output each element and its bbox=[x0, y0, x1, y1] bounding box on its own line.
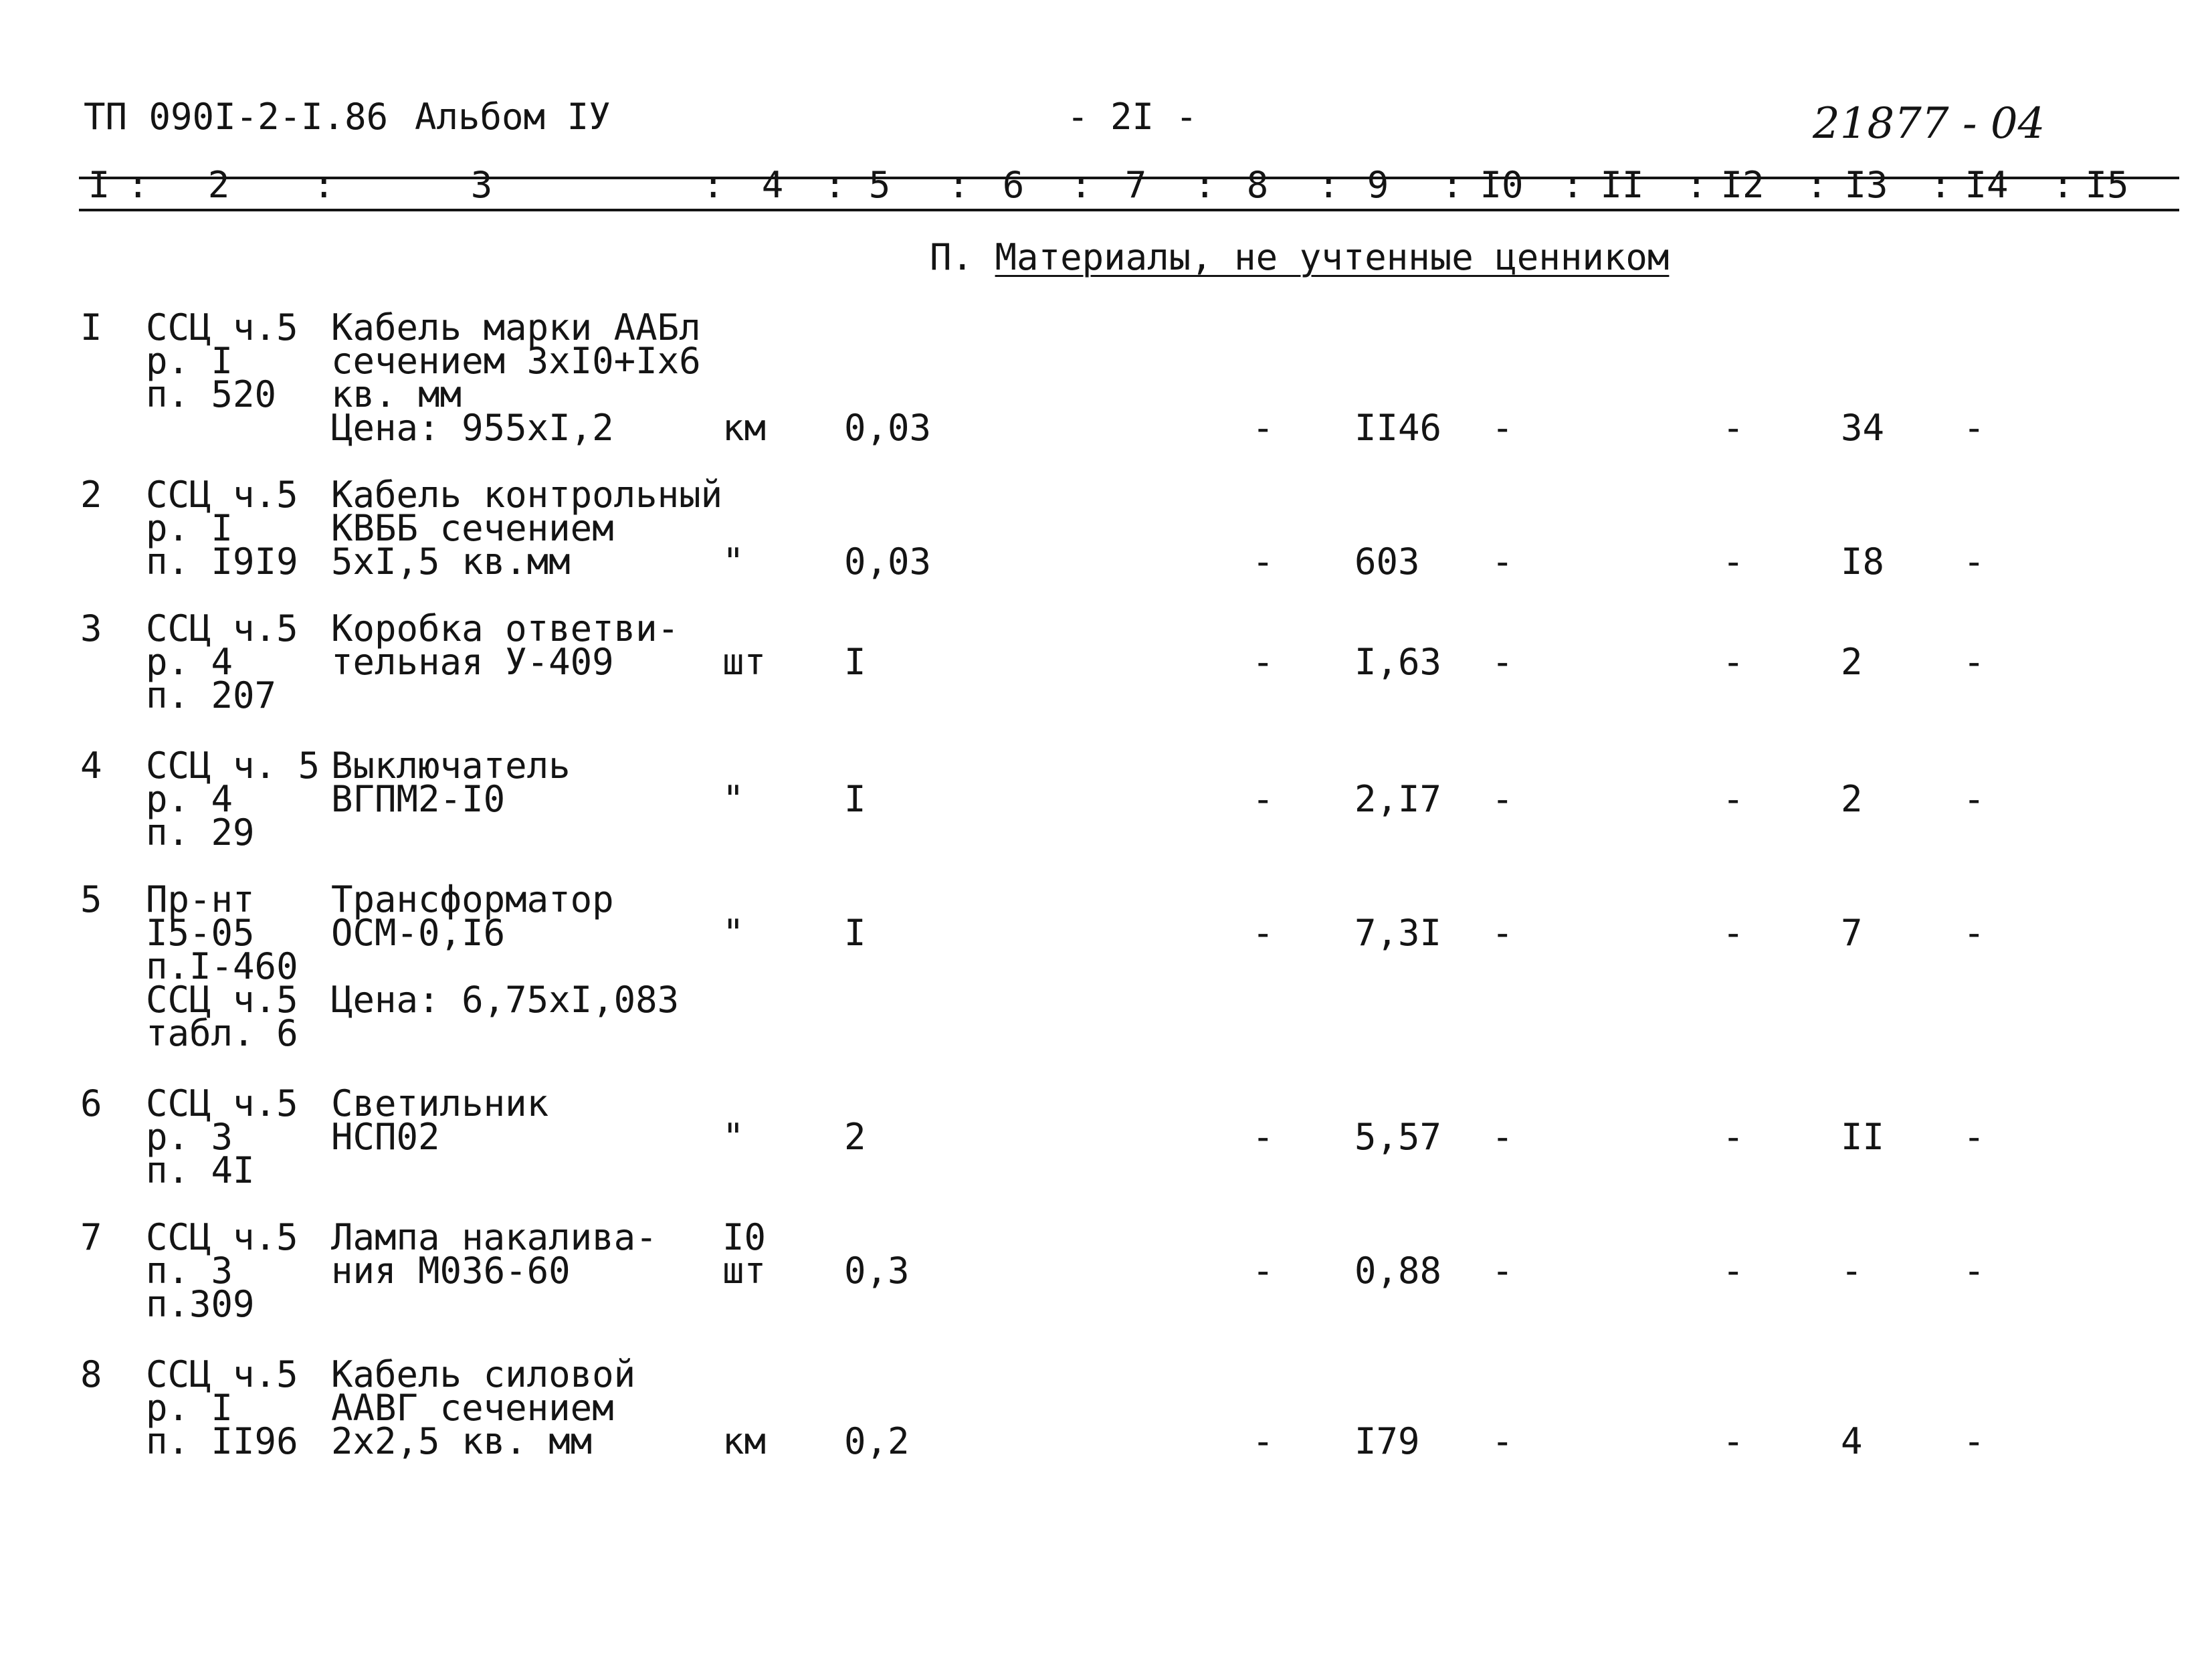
column-number-15: I5 bbox=[2085, 164, 2129, 206]
row-col-9-price: 2,I7 bbox=[1354, 778, 1442, 820]
row-quantity: 2 bbox=[844, 1116, 866, 1158]
page-number: - 2I - bbox=[1067, 96, 1198, 138]
row-col-9-price: 0,88 bbox=[1354, 1250, 1442, 1292]
row-col-10: - bbox=[1492, 1250, 1514, 1292]
column-number-1: I bbox=[88, 164, 110, 206]
row-source-reference: ССЦ ч.5 р. I п. II96 bbox=[146, 1353, 298, 1462]
row-col-13: 2 bbox=[1841, 641, 1863, 683]
column-number-2: 2 bbox=[207, 164, 230, 206]
row-col-9-price: I79 bbox=[1354, 1420, 1420, 1462]
row-unit: " bbox=[722, 778, 744, 820]
row-number: 2 bbox=[80, 474, 102, 516]
row-col-13: 4 bbox=[1841, 1420, 1863, 1462]
column-separator: : bbox=[1562, 164, 1584, 206]
row-source-reference: ССЦ ч. 5 р. 4 п. 29 bbox=[146, 745, 320, 854]
row-unit: " bbox=[722, 1116, 744, 1158]
row-source-reference: ССЦ ч.5 р. 3 п. 4I bbox=[146, 1082, 298, 1191]
section-title-text: Материалы, не учтенные ценником bbox=[995, 236, 1670, 278]
row-col-12: - bbox=[1722, 912, 1744, 954]
column-number-9: 9 bbox=[1367, 164, 1389, 206]
row-quantity: I bbox=[844, 641, 866, 683]
row-col-8: - bbox=[1252, 1250, 1274, 1292]
column-number-10: I0 bbox=[1480, 164, 1524, 206]
row-col-14: - bbox=[1963, 912, 1985, 954]
row-source-reference: ССЦ ч.5 р. 4 п. 207 bbox=[146, 607, 298, 716]
row-col-9-price: II46 bbox=[1354, 407, 1442, 449]
row-unit: шт bbox=[722, 641, 767, 683]
row-source-reference: ССЦ ч.5 р. I п. 520 bbox=[146, 306, 298, 415]
column-separator: : bbox=[702, 164, 724, 206]
row-col-8: - bbox=[1252, 1420, 1274, 1462]
row-material-name: Кабель контрольный КВББ сечением 5хI,5 кв.мм bbox=[331, 474, 723, 583]
row-col-13: 7 bbox=[1841, 912, 1863, 954]
row-number: 3 bbox=[80, 607, 102, 650]
row-col-9-price: 7,3I bbox=[1354, 912, 1442, 954]
row-source-reference: ССЦ ч.5 р. I п. I9I9 bbox=[146, 474, 298, 583]
row-material-name: Кабель силовой ААВГ сечением 2х2,5 кв. мм bbox=[331, 1353, 636, 1462]
row-number: 8 bbox=[80, 1353, 102, 1395]
row-col-9-price: 5,57 bbox=[1354, 1116, 1442, 1158]
row-material-name: Выключатель ВГПМ2-I0 bbox=[331, 745, 571, 820]
row-col-8: - bbox=[1252, 912, 1274, 954]
handwritten-number: 21877 - 04 bbox=[1813, 99, 2045, 149]
row-material-name: Трансформатор ОСМ-0,I6 Цена: 6,75хI,083 bbox=[331, 878, 680, 1021]
row-col-8: - bbox=[1252, 407, 1274, 449]
row-col-8: - bbox=[1252, 1116, 1274, 1158]
row-col-12: - bbox=[1722, 641, 1744, 683]
row-material-name: Кабель марки ААБл сечением 3хI0+Iх6 кв. мм Цена: 955хI,2 bbox=[331, 306, 701, 449]
row-unit: I0 шт bbox=[722, 1216, 767, 1292]
column-number-14: I4 bbox=[1965, 164, 2009, 206]
column-separator: : bbox=[1930, 164, 1952, 206]
row-col-14: - bbox=[1963, 1116, 1985, 1158]
row-quantity: 0,03 bbox=[844, 541, 932, 583]
row-quantity: 0,2 bbox=[844, 1420, 910, 1462]
row-col-10: - bbox=[1492, 541, 1514, 583]
row-col-10: - bbox=[1492, 641, 1514, 683]
column-number-12: I2 bbox=[1720, 164, 1765, 206]
row-material-name: Коробка ответви- тельная У-409 bbox=[331, 607, 680, 683]
row-unit: " bbox=[722, 541, 744, 583]
row-number: I bbox=[80, 306, 102, 349]
row-source-reference: Пр-нт I5-05 п.I-460 ССЦ ч.5 табл. 6 bbox=[146, 878, 298, 1054]
album-label: Альбом IУ bbox=[415, 96, 611, 138]
row-quantity: 0,03 bbox=[844, 407, 932, 449]
row-col-13: I8 bbox=[1841, 541, 1885, 583]
row-material-name: Светильник НСП02 bbox=[331, 1082, 549, 1158]
row-col-8: - bbox=[1252, 641, 1274, 683]
row-col-10: - bbox=[1492, 1420, 1514, 1462]
document-code: ТП 090I-2-I.86 bbox=[84, 96, 389, 138]
column-separator: : bbox=[1194, 164, 1216, 206]
row-col-8: - bbox=[1252, 541, 1274, 583]
column-separator: : bbox=[1686, 164, 1708, 206]
bottom-rule bbox=[79, 209, 2179, 211]
column-number-4: 4 bbox=[761, 164, 784, 206]
row-number: 6 bbox=[80, 1082, 102, 1125]
row-col-14: - bbox=[1963, 778, 1985, 820]
row-col-13: 2 bbox=[1841, 778, 1863, 820]
row-col-12: - bbox=[1722, 407, 1744, 449]
row-col-10: - bbox=[1492, 407, 1514, 449]
row-quantity: 0,3 bbox=[844, 1250, 910, 1292]
column-number-8: 8 bbox=[1246, 164, 1269, 206]
row-source-reference: ССЦ ч.5 п. 3 п.309 bbox=[146, 1216, 298, 1325]
row-material-name: Лампа накалива- ния М036-60 bbox=[331, 1216, 658, 1292]
column-separator: : bbox=[824, 164, 846, 206]
row-unit: км bbox=[722, 407, 767, 449]
row-col-12: - bbox=[1722, 541, 1744, 583]
row-number: 4 bbox=[80, 745, 102, 787]
row-col-8: - bbox=[1252, 778, 1274, 820]
row-col-9-price: 603 bbox=[1354, 541, 1420, 583]
column-number-7: 7 bbox=[1124, 164, 1147, 206]
row-col-12: - bbox=[1722, 1250, 1744, 1292]
row-unit: " bbox=[722, 912, 744, 954]
column-separator: : bbox=[1318, 164, 1340, 206]
column-number-5: 5 bbox=[868, 164, 891, 206]
column-number-6: 6 bbox=[1002, 164, 1025, 206]
row-quantity: I bbox=[844, 778, 866, 820]
row-col-13: 34 bbox=[1841, 407, 1885, 449]
column-separator: : bbox=[1441, 164, 1464, 206]
section-title bbox=[930, 236, 1670, 278]
row-col-12: - bbox=[1722, 1116, 1744, 1158]
row-col-9-price: I,63 bbox=[1354, 641, 1442, 683]
column-separator: : bbox=[948, 164, 970, 206]
column-separator: : bbox=[2052, 164, 2074, 206]
row-unit: км bbox=[722, 1420, 767, 1462]
column-number-11: II bbox=[1600, 164, 1644, 206]
row-col-10: - bbox=[1492, 1116, 1514, 1158]
row-col-12: - bbox=[1722, 778, 1744, 820]
row-col-14: - bbox=[1963, 1250, 1985, 1292]
section-prefix: П. bbox=[930, 236, 974, 278]
row-col-10: - bbox=[1492, 778, 1514, 820]
row-col-13: II bbox=[1841, 1116, 1885, 1158]
column-number-13: I3 bbox=[1844, 164, 1888, 206]
column-separator: : bbox=[127, 164, 149, 206]
row-col-14: - bbox=[1963, 641, 1985, 683]
row-col-14: - bbox=[1963, 1420, 1985, 1462]
row-col-12: - bbox=[1722, 1420, 1744, 1462]
row-col-10: - bbox=[1492, 912, 1514, 954]
column-separator: : bbox=[1806, 164, 1828, 206]
row-col-14: - bbox=[1963, 407, 1985, 449]
column-number-3: 3 bbox=[470, 164, 493, 206]
row-col-13: - bbox=[1841, 1250, 1863, 1292]
row-number: 7 bbox=[80, 1216, 102, 1258]
row-col-14: - bbox=[1963, 541, 1985, 583]
column-separator: : bbox=[313, 164, 335, 206]
row-quantity: I bbox=[844, 912, 866, 954]
column-separator: : bbox=[1070, 164, 1092, 206]
row-number: 5 bbox=[80, 878, 102, 920]
